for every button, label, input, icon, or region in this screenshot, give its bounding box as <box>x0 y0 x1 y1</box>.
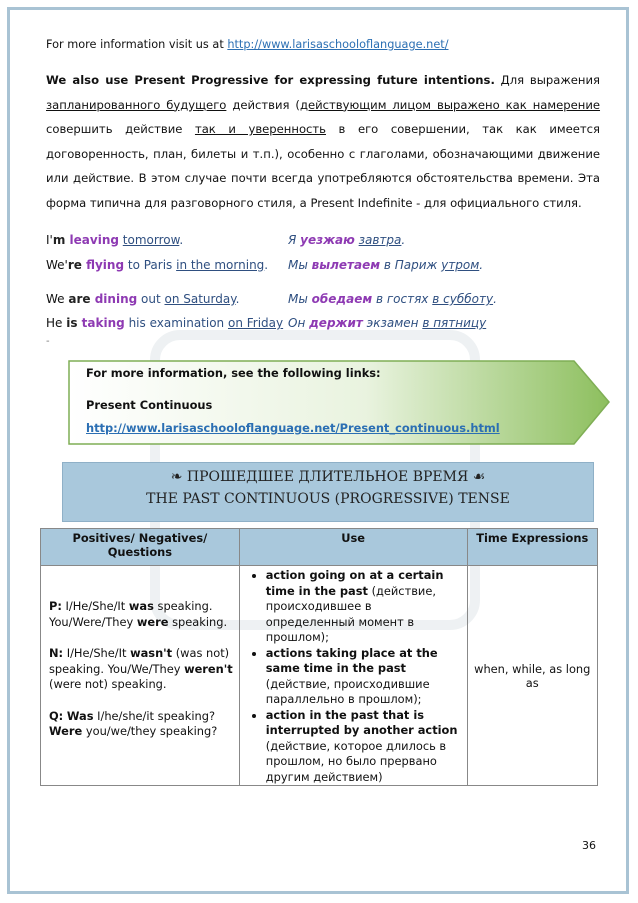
column-header: Positives/ Negatives/ Questions <box>41 529 240 566</box>
example-ru: Я уезжаю завтра. <box>288 233 406 247</box>
intro-text: в его совершении, так как имеется договоренность, план, билеты и т.п.), особенно с глаголами, обозначающими движение или действие. В этом случае почти всегда употребляются обстоятельства времени. Эта форма типична для разговорного стиля, а Present Indefinite - для официального стиля. <box>46 122 600 210</box>
flourish-left-icon: ❧ <box>170 469 183 485</box>
dash-mark: - <box>46 336 50 347</box>
intro-underline: действующим лицом выражено как намерение <box>299 97 601 112</box>
question-form: Q: Was I/he/she/it speaking? Were you/we/they speaking? <box>49 708 218 738</box>
negative-form: N: I/He/She/It wasn't (was not) speaking. You/We/They weren't (were not) speaking. <box>49 646 233 691</box>
example-ru: Он держит экзамен в пятницу <box>288 316 487 330</box>
use-item: • action in the past that is interrupted by another action (действие, которое длилось в прошлом, но было прервано другим действием) <box>266 708 461 786</box>
info-link[interactable]: http://www.larisaschooloflanguage.net/Present_continuous.html <box>86 421 500 435</box>
column-header: Time Expressions <box>467 529 597 566</box>
info-heading: For more information, see the following links: <box>86 366 381 380</box>
page-number: 36 <box>582 839 596 852</box>
use-item: • actions taking place at the same time in the past (действие, происходившие параллельно в прошлом); <box>266 646 461 708</box>
intro-text: действия ( <box>226 97 300 112</box>
example-en: He is taking his examination on Friday <box>46 316 284 330</box>
section-banner <box>62 462 594 522</box>
info-topic: Present Continuous <box>86 398 213 412</box>
banner-title-ru: ПРОШЕДШЕЕ ДЛИТЕЛЬНОЕ ВРЕМЯ <box>186 469 469 485</box>
use-item: • action going on at a certain time in the past (действие, происходившее в определенный момент в прошлом); <box>266 568 461 646</box>
header-link[interactable]: http://www.larisaschooloflanguage.net/ <box>227 38 449 51</box>
intro-underline: так и уверенность <box>194 122 326 137</box>
time-expressions-cell: when, while, as long as <box>467 566 597 786</box>
example-en: We are dining out on Saturday. <box>46 292 240 306</box>
intro-text: Для выражения <box>494 73 600 87</box>
intro-underline: запланированного будущего <box>46 97 227 112</box>
positive-form: P: I/He/She/It was speaking. You/Were/They were speaking. <box>49 599 228 629</box>
forms-cell <box>41 566 240 786</box>
banner-title-en: THE PAST CONTINUOUS (PROGRESSIVE) TENSE <box>146 491 510 507</box>
example-en: We're flying to Paris in the morning. <box>46 258 269 272</box>
table-row <box>41 566 598 786</box>
header-prefix: For more information visit us at <box>46 38 228 51</box>
grammar-table <box>40 528 598 786</box>
use-cell <box>239 566 467 786</box>
example-en: I'm leaving tomorrow. <box>46 233 184 247</box>
example-ru: Мы вылетаем в Париж утром. <box>288 258 484 272</box>
table-header-row <box>41 529 598 566</box>
intro-paragraph <box>46 68 600 216</box>
intro-text: совершить действие <box>46 122 195 137</box>
column-header: Use <box>239 529 467 566</box>
flourish-right-icon: ☙ <box>472 469 486 485</box>
use-list <box>244 568 461 785</box>
example-ru: Мы обедаем в гостях в субботу. <box>288 292 497 306</box>
intro-lead: We also use Present Progressive for expressing future intentions. <box>46 73 495 87</box>
header-line <box>46 38 449 51</box>
